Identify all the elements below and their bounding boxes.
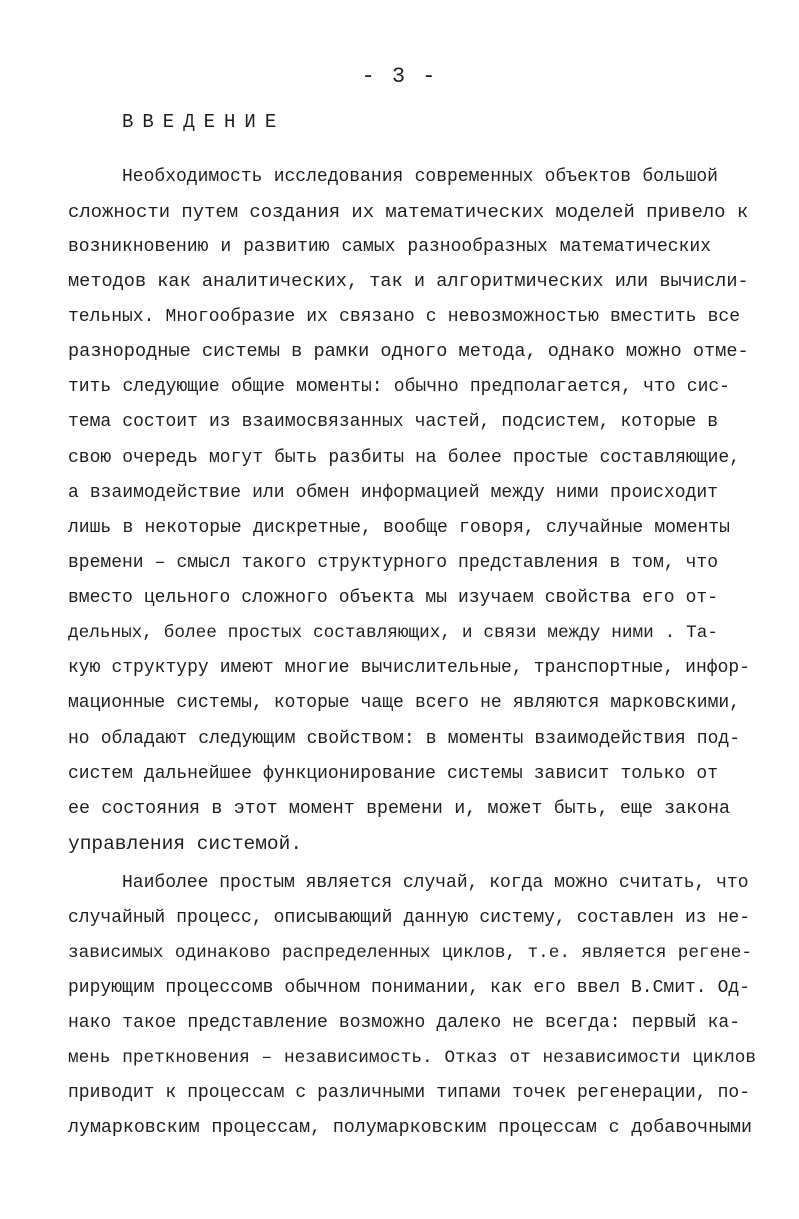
text-line: ее состояния в этот момент времени и, может быть, еще закона bbox=[68, 799, 730, 819]
text-line: разнородные системы в рамки одного метода, однако можно отме- bbox=[68, 341, 749, 362]
text-line: сложности путем создания их математических моделей привело к bbox=[68, 201, 749, 223]
text-line: Наиболее простым является случай, когда можно считать, что bbox=[122, 873, 749, 893]
text-line: кую структуру имеют многие вычислительные, транспортные, инфор- bbox=[68, 658, 750, 678]
text-line: методов как аналитических, так и алгоритмических или вычисли- bbox=[68, 271, 749, 292]
text-line: лумарковским процессам, полумарковским процессам с добавочными bbox=[68, 1118, 752, 1138]
text-line: рирующим процессомв обычном понимании, как его ввел В.Смит. Од- bbox=[68, 978, 750, 998]
text-line: случайный процесс, описывающий данную систему, составлен из не- bbox=[68, 908, 750, 928]
text-line: нако такое представление возможно далеко не всегда: первый ка- bbox=[68, 1013, 740, 1033]
text-line: но обладают следующим свойством: в моменты взаимодействия под- bbox=[68, 729, 740, 749]
text-line: возникновению и развитию самых разнообразных математических bbox=[68, 237, 711, 257]
section-heading: ВВЕДЕНИЕ bbox=[122, 111, 286, 133]
text-line: приводит к процессам с различными типами точек регенерации, по- bbox=[68, 1083, 750, 1103]
text-line: а взаимодействие или обмен информацией между ними происходит bbox=[68, 483, 718, 503]
text-line: мационные системы, которые чаще всего не являются марковскими, bbox=[68, 693, 740, 713]
text-line: тема состоит из взаимосвязанных частей, подсистем, которые в bbox=[68, 412, 718, 432]
text-line: свою очередь могут быть разбиты на более простые составляющие, bbox=[68, 448, 740, 468]
page-number: - 3 - bbox=[361, 64, 438, 89]
text-line: лишь в некоторые дискретные, вообще говоря, случайные моменты bbox=[68, 518, 730, 538]
text-line: тить следующие общие моменты: обычно предполагается, что сис- bbox=[68, 377, 730, 397]
text-line: вместо цельного сложного объекта мы изучаем свойства его от- bbox=[68, 588, 718, 608]
text-line: управления системой. bbox=[68, 833, 303, 855]
text-line: зависимых одинаково распределенных циклов, т.е. является регене- bbox=[68, 943, 752, 963]
text-line: дельных, более простых составляющих, и связи между ними . Та- bbox=[68, 623, 718, 643]
text-line: мень преткновения – независимость. Отказ от независимости циклов bbox=[68, 1048, 756, 1068]
text-line: систем дальнейшее функционирование системы зависит только от bbox=[68, 764, 718, 784]
text-line: Необходимость исследования современных объектов большой bbox=[122, 167, 718, 187]
text-line: тельных. Многообразие их связано с невозможностью вместить все bbox=[68, 307, 740, 327]
text-line: времени – смысл такого структурного представления в том, что bbox=[68, 553, 718, 573]
